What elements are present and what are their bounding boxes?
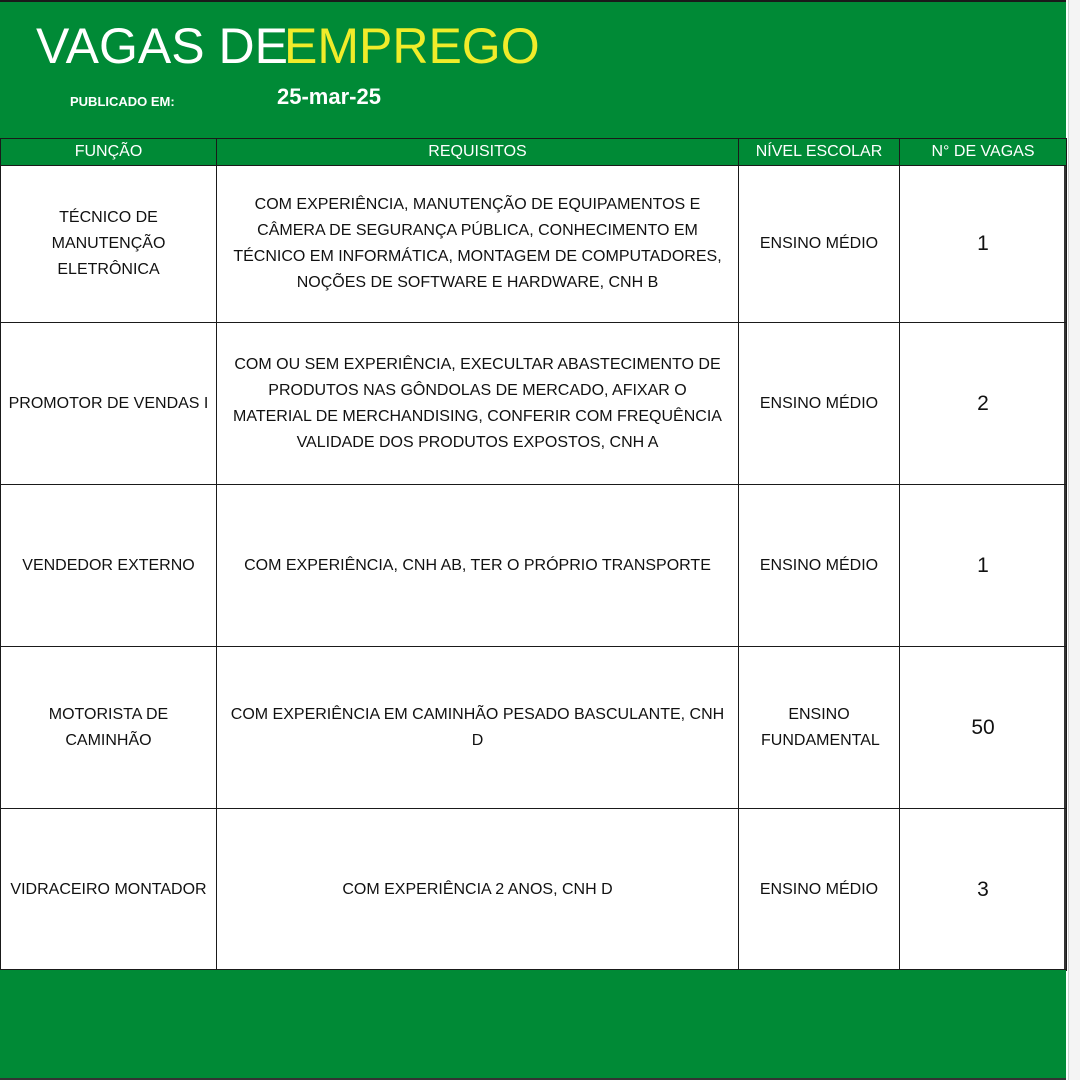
cell-vagas: 3 [900,809,1067,971]
cell-vagas: 1 [900,166,1067,323]
column-header-requisitos: REQUISITOS [217,139,739,166]
cell-requisitos: COM EXPERIÊNCIA 2 ANOS, CNH D [217,809,739,971]
table-row [1,485,1067,647]
cell-requisitos: COM EXPERIÊNCIA EM CAMINHÃO PESADO BASCULANTE, CNH D [217,647,739,809]
cell-funcao: VENDEDOR EXTERNO [1,485,217,647]
header-banner [0,0,1066,138]
cell-funcao: VIDRACEIRO MONTADOR [1,809,217,971]
cell-nivel: ENSINO MÉDIO [739,809,900,971]
page-title-part2: EMPREGO [284,18,540,74]
table-row [1,809,1067,971]
cell-requisitos: COM EXPERIÊNCIA, CNH AB, TER O PRÓPRIO TRANSPORTE [217,485,739,647]
cell-funcao: MOTORISTA DE CAMINHÃO [1,647,217,809]
cell-requisitos: COM OU SEM EXPERIÊNCIA, EXECULTAR ABASTECIMENTO DE PRODUTOS NAS GÔNDOLAS DE MERCADO, AFIXAR O MATERIAL DE MERCHANDISING, CONFERIR COM FREQUÊNCIA VALIDADE DOS PRODUTOS EXPOSTOS, CNH A [217,323,739,485]
cell-nivel: ENSINO MÉDIO [739,485,900,647]
table-header-row [1,139,1067,166]
published-date: 25-mar-25 [277,84,381,109]
cell-funcao: PROMOTOR DE VENDAS I [1,323,217,485]
table-row [1,166,1067,323]
footer-banner [0,969,1066,1078]
cell-nivel: ENSINO MÉDIO [739,166,900,323]
jobs-table [0,138,1067,971]
column-header-vagas: N° DE VAGAS [900,139,1067,166]
cell-requisitos: COM EXPERIÊNCIA, MANUTENÇÃO DE EQUIPAMENTOS E CÂMERA DE SEGURANÇA PÚBLICA, CONHECIMENTO EM TÉCNICO EM INFORMÁTICA, MONTAGEM DE COMPUTADORES, NOÇÕES DE SOFTWARE E HARDWARE, CNH B [217,166,739,323]
table-row [1,323,1067,485]
cell-vagas: 50 [900,647,1067,809]
cell-funcao: TÉCNICO DE MANUTENÇÃO ELETRÔNICA [1,166,217,323]
cell-vagas: 1 [900,485,1067,647]
published-label: PUBLICADO EM: [70,94,175,109]
page-title-part1: VAGAS DE [36,18,288,74]
page-edge [1068,0,1080,1080]
cell-nivel: ENSINO MÉDIO [739,323,900,485]
column-header-funcao: FUNÇÃO [1,139,217,166]
cell-vagas: 2 [900,323,1067,485]
column-header-nivel: NÍVEL ESCOLAR [739,139,900,166]
cell-nivel: ENSINO FUNDAMENTAL [739,647,900,809]
table-row [1,647,1067,809]
